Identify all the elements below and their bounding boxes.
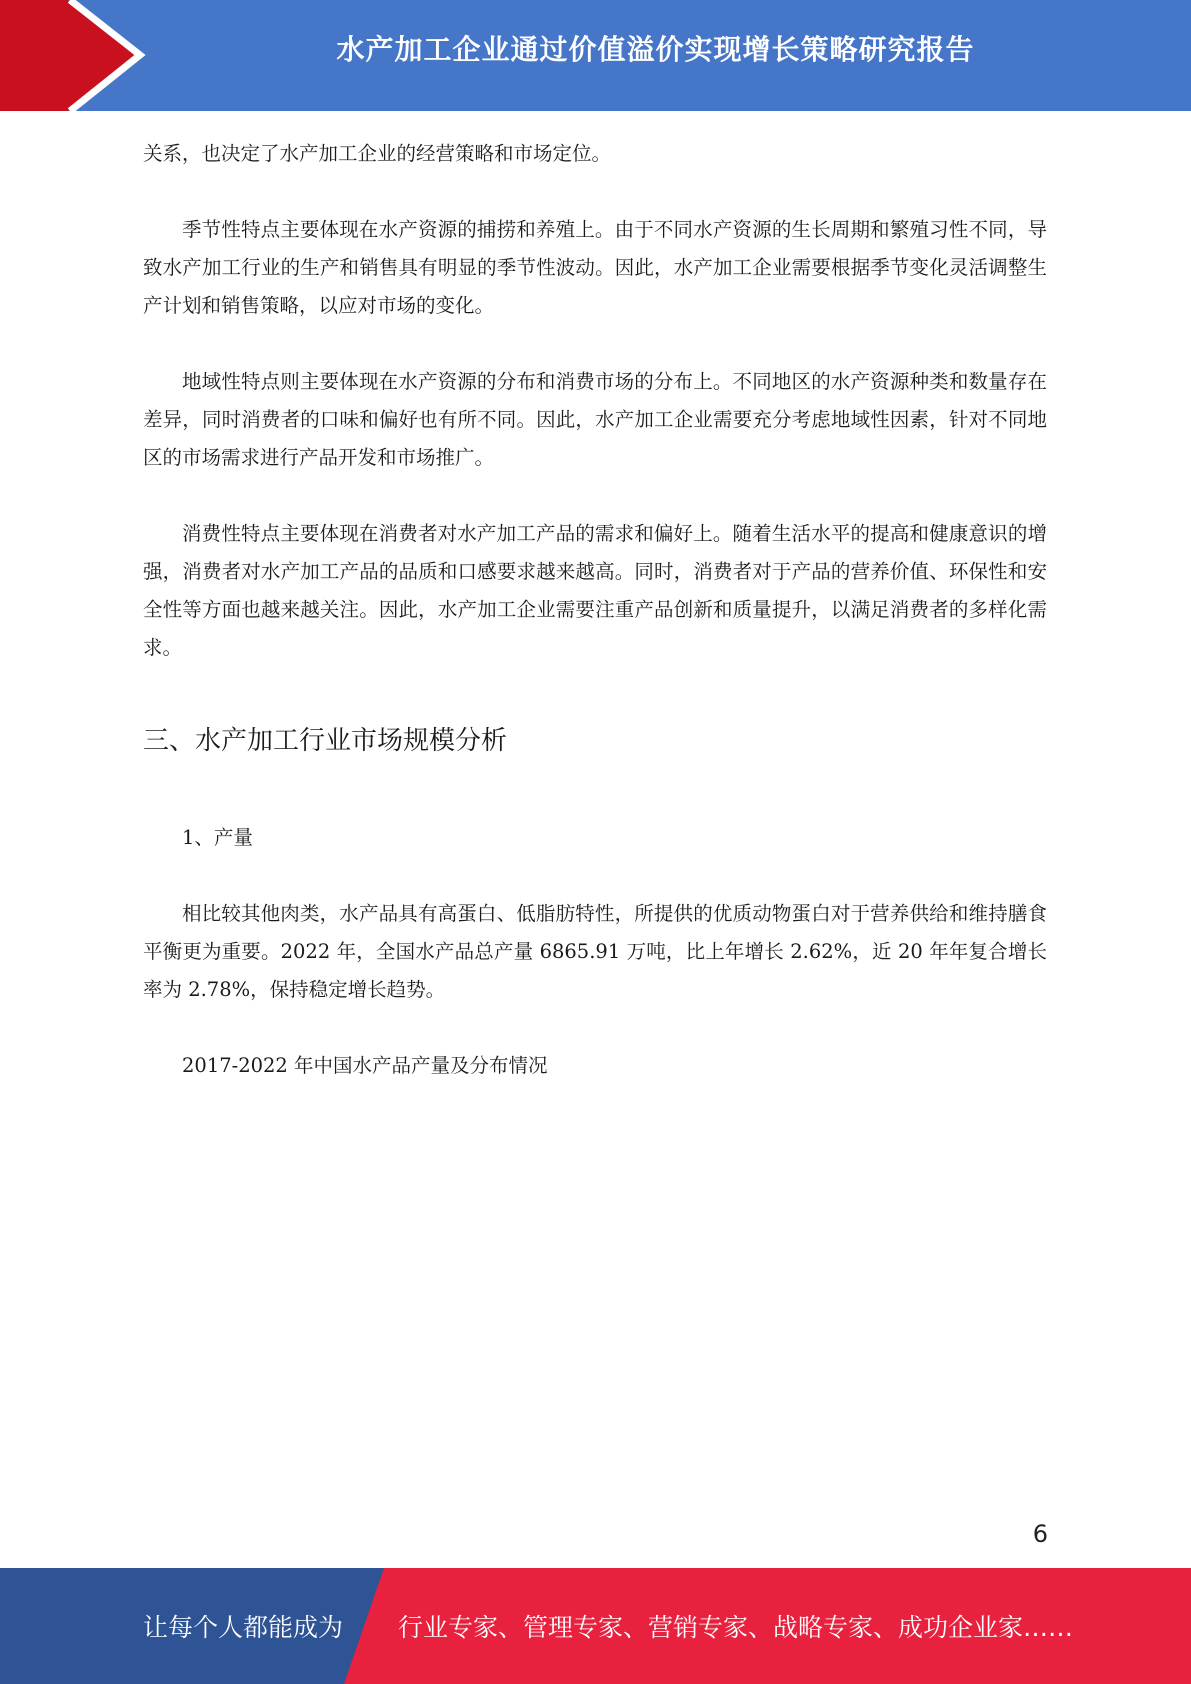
header-title: 水产加工企业通过价值溢价实现增长策略研究报告 xyxy=(336,33,975,66)
paragraph-regional: 地域性特点则主要体现在水产资源的分布和消费市场的分布上。不同地区的水产资源种类和数量存在差异，同时消费者的口味和偏好也有所不同。因此，水产加工企业需要充分考虑地域性因素，针对不同地区的市场需求进行产品开发和市场推广。 xyxy=(143,370,1047,469)
page-footer xyxy=(0,1568,1191,1684)
red-chevron-shape xyxy=(0,0,138,111)
section-heading: 三、水产加工行业市场规模分析 xyxy=(143,726,508,756)
page-header xyxy=(0,0,1191,111)
footer-slogan-left: 让每个人都能成为 xyxy=(143,1613,344,1642)
page-content xyxy=(143,135,1047,1085)
paragraph-seasonal: 季节性特点主要体现在水产资源的捕捞和养殖上。由于不同水产资源的生长周期和繁殖习性不同，导致水产加工行业的生产和销售具有明显的季节性波动。因此，水产加工企业需要根据季节变化灵活调整生产计划和销售策略，以应对市场的变化。 xyxy=(143,218,1047,317)
footer-slogan-right: 行业专家、管理专家、营销专家、战略专家、成功企业家…… xyxy=(398,1613,1074,1642)
subheading-output: 1、产量 xyxy=(182,826,253,849)
paragraph-continuation: 关系，也决定了水产加工企业的经营策略和市场定位。 xyxy=(143,142,612,165)
paragraph-consumption: 消费性特点主要体现在消费者对水产加工产品的需求和偏好上。随着生活水平的提高和健康意识的增强，消费者对水产加工产品的品质和口感要求越来越高。同时，消费者对于产品的营养价值、环保性和安全性等方面也越来越关注。因此，水产加工企业需要注重产品创新和质量提升，以满足消费者的多样化需求。 xyxy=(143,522,1047,659)
figure-caption: 2017-2022 年中国水产品产量及分布情况 xyxy=(182,1054,548,1077)
paragraph-output: 相比较其他肉类，水产品具有高蛋白、低脂肪特性，所提供的优质动物蛋白对于营养供给和维持膳食平衡更为重要。2022 年，全国水产品总产量 6865.91 万吨，比上年增长 2.62%，近 20 年年复合增长率为 2.78%，保持稳定增长趋势。 xyxy=(143,902,1047,1001)
page-number: 6 xyxy=(1032,1520,1048,1548)
